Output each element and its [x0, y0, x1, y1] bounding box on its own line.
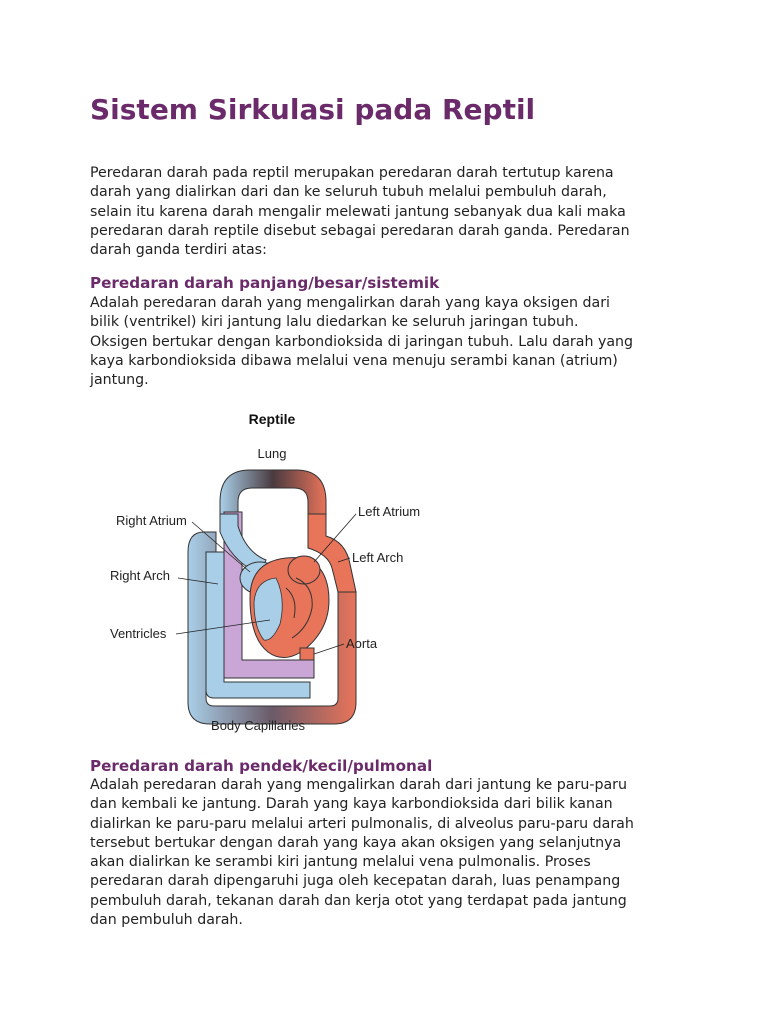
label-aorta: Aorta: [346, 636, 378, 651]
lung-capillary-bed: [220, 470, 326, 514]
label-left-arch: Left Arch: [352, 550, 404, 565]
section-heading-systemic: Peredaran darah panjang/besar/sistemik: [90, 274, 440, 292]
section-heading-pulmonary: Peredaran darah pendek/kecil/pulmonal: [90, 757, 433, 775]
label-right-arch: Right Arch: [110, 568, 170, 583]
reptile-circulation-diagram: [100, 402, 460, 742]
label-right-atrium: Right Atrium: [116, 513, 187, 528]
label-lung: Lung: [257, 446, 287, 461]
label-left-atrium: Left Atrium: [358, 504, 421, 519]
label-body-capillaries: Body Capillaries: [211, 718, 305, 733]
diagram-title: Reptile: [248, 411, 296, 427]
aorta-vessel: [300, 648, 314, 660]
intro-paragraph: Peredaran darah pada reptil merupakan peredaran darah tertutup karena darah yang dialirkan dari dan ke seluruh tubuh melalui pembuluh darah, selain itu karena darah mengalir melewati jantung sebanyak dua kali maka peredaran darah reptile disebut sebagai peredaran darah ganda. Peredaran darah ganda terdiri atas:: [90, 165, 630, 259]
systemic-paragraph: Adalah peredaran darah yang mengalirkan darah yang kaya oksigen dari bilik (ventrikel) kiri jantung lalu diedarkan ke seluruh jaringan tubuh. Oksigen bertukar dengan karbondioksida di jaringan tubuh. Lalu darah yang kaya karbondioksida dibawa melalui vena menuju serambi kanan (atrium) jantung.: [90, 295, 634, 389]
label-ventricles: Ventricles: [110, 626, 167, 641]
pulmonary-paragraph: Adalah peredaran darah yang mengalirkan darah dari jantung ke paru-paru dan kembali ke jantung. Darah yang kaya karbondioksida dari bilik kanan dialirkan ke paru-paru melalui arteri pulmonalis, di alveolus paru-paru darah tersebut bertukar dengan darah yang kaya akan oksigen yang selanjutnya akan dialirkan ke serambi kiri jantung melalui vena pulmonalis. Proses peredaran darah dipengaruhi juga oleh kecepatan darah, luas penampang pembuluh darah, tekanan darah dan kerja otot yang terdapat pada jantung dan pembuluh darah.: [90, 777, 634, 929]
page-title: Sistem Sirkulasi pada Reptil: [90, 93, 536, 126]
